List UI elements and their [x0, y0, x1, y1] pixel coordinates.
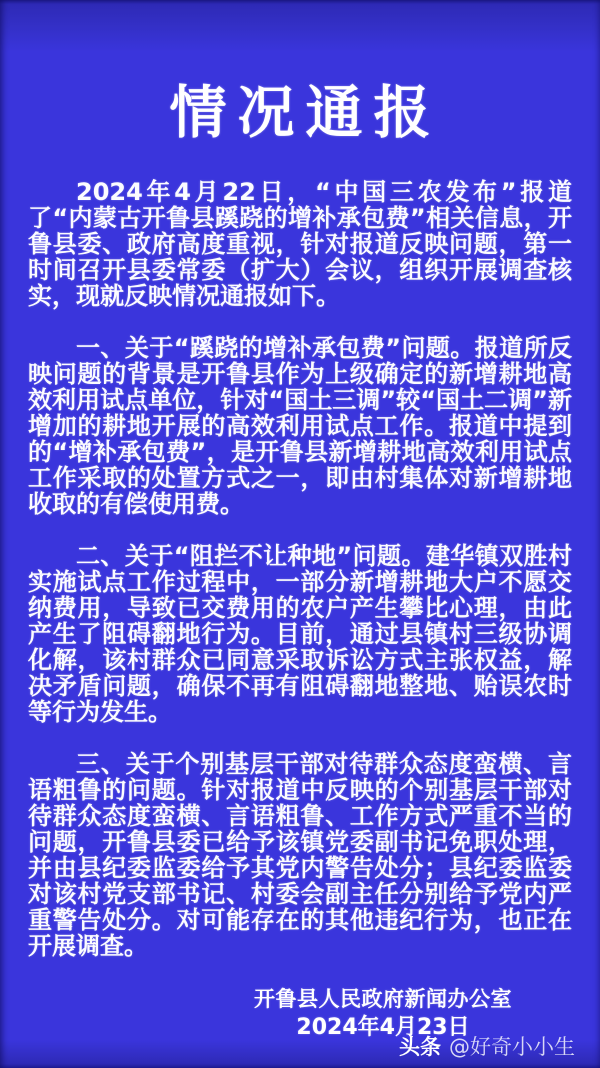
watermark-author-handle: @好奇小小生 — [449, 1035, 575, 1059]
watermark — [399, 1031, 575, 1061]
notice-paragraph-intro: 2024年4月22日，“中国三农发布”报道了“内蒙古开鲁县蹊跷的增补承包费”相关信息，开鲁县委、政府高度重视，针对报道反映问题，第一时间召开县委常委（扩大）会议，组织开展调查核实，现就反映情况通报如下。 — [28, 177, 572, 310]
signature-office: 开鲁县人民政府新闻办公室 — [254, 986, 512, 1011]
notice-paragraph-item-1: 一、关于“蹊跷的增补承包费”问题。报道所反映问题的背景是开鲁县作为上级确定的新增耕地高效利用试点单位，针对“国土三调”较“国土二调”新增加的耕地开展的高效利用试点工作。报道中提到的“增补承包费”，是开鲁县新增耕地高效利用试点工作采取的处置方式之一，即由村集体对新增耕地收取的有偿使用费。 — [28, 333, 572, 518]
signature-date: 2024年4月23日 — [296, 1014, 470, 1040]
toutiao-brand-logo: 头条 — [399, 1035, 441, 1059]
notice-paragraph-item-2: 二、关于“阻拦不让种地”问题。建华镇双胜村实施试点工作过程中，一部分新增耕地大户不愿交纳费用，导致已交费用的农户产生攀比心理，由此产生了阻碍翻地行为。目前，通过县镇村三级协调化解，该村群众已同意采取诉讼方式主张权益，解决矛盾问题，确保不再有阻碍翻地整地、贻误农时等行为发生。 — [28, 541, 572, 726]
notice-body — [0, 145, 600, 1043]
notice-title: 情况通报 — [169, 80, 442, 146]
notice-paragraph-item-3: 三、关于个别基层干部对待群众态度蛮横、言语粗鲁的问题。针对报道中反映的个别基层干部对待群众态度蛮横、言语粗鲁、工作方式严重不当的问题，开鲁县委已给予该镇党委副书记免职处理，并由县纪委监委给予其党内警告处分；县纪委监委对该村党支部书记、村委会副主任分别给予党内严重警告处分。对可能存在的其他违纪行为，也正在开展调查。 — [28, 749, 572, 960]
